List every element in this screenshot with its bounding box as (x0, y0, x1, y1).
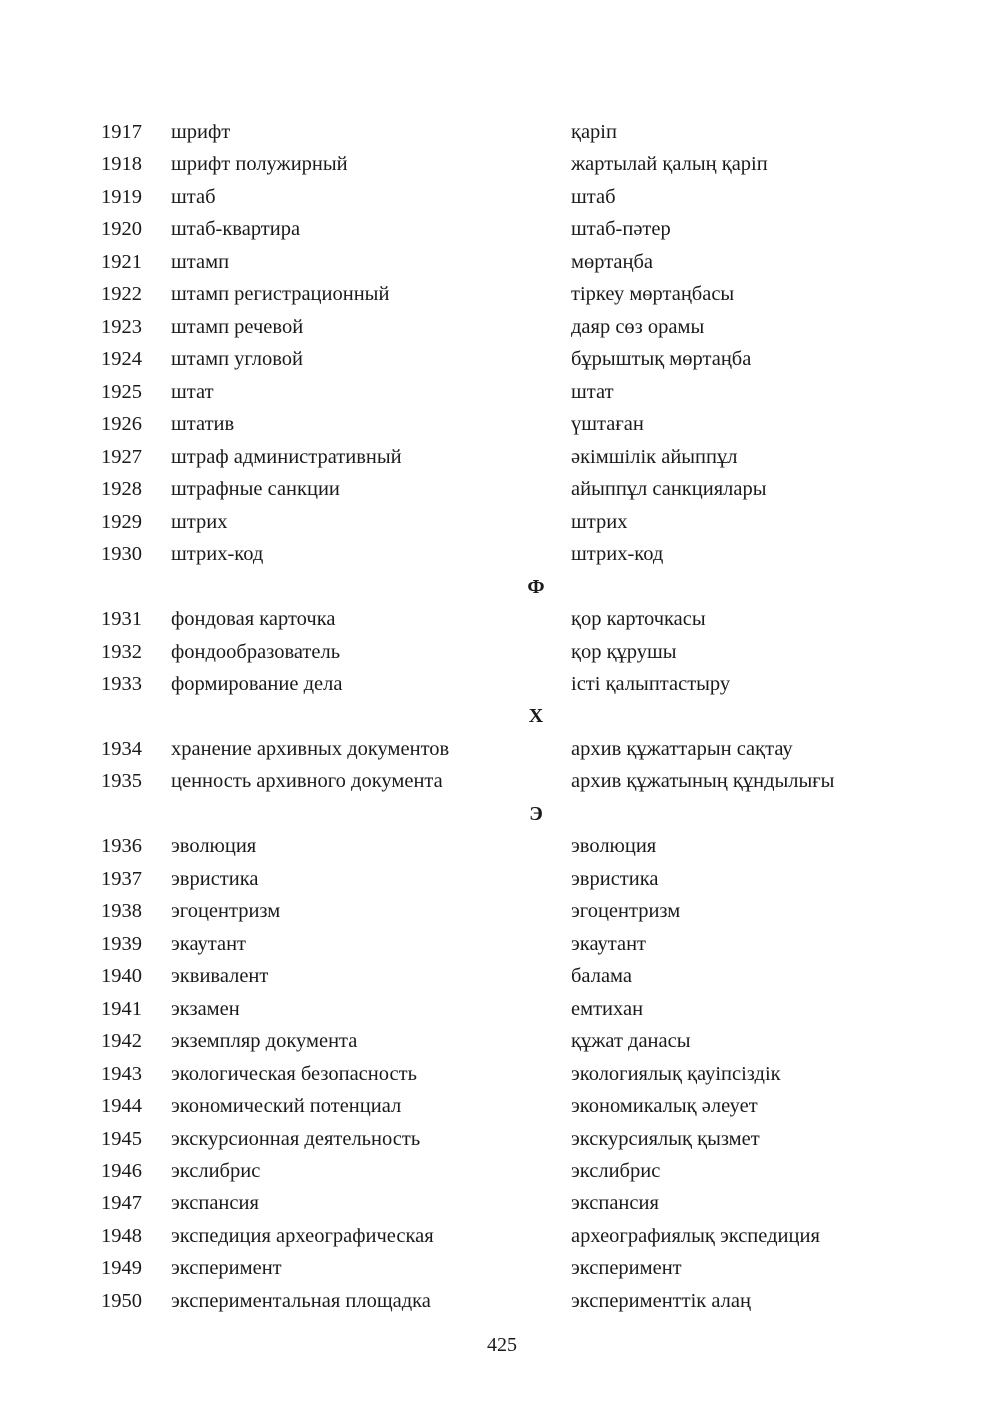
kazakh-term: экономикалық әлеует (571, 1095, 758, 1118)
glossary-entry (0, 603, 1004, 635)
glossary-entry (0, 733, 1004, 765)
glossary-entry (0, 213, 1004, 245)
russian-term: штраф административный (171, 445, 402, 468)
kazakh-term: мөртаңба (571, 250, 654, 273)
kazakh-term: экаутант (571, 932, 646, 955)
kazakh-term: жартылай қалың қаріп (571, 153, 768, 176)
entry-number: 1927 (101, 445, 142, 468)
entry-number: 1928 (101, 478, 142, 501)
kazakh-term: экологиялық қауіпсіздік (571, 1062, 781, 1085)
glossary-entry (0, 1220, 1004, 1252)
kazakh-term: экскурсиялық қызмет (571, 1127, 760, 1150)
russian-term: экологическая безопасность (171, 1062, 417, 1085)
entry-number: 1949 (101, 1257, 142, 1280)
russian-term: экземпляр документа (171, 1030, 358, 1053)
russian-term: штат (171, 380, 214, 403)
kazakh-term: штрих (571, 510, 628, 533)
glossary-entry (0, 928, 1004, 960)
glossary-entry (0, 181, 1004, 213)
russian-term: штрафные санкции (171, 478, 340, 501)
entry-number: 1941 (101, 997, 142, 1020)
glossary-entry (0, 830, 1004, 862)
section-letter: Х (528, 705, 544, 728)
kazakh-term: экспансия (571, 1192, 659, 1215)
entry-number: 1932 (101, 640, 142, 663)
russian-term: экслибрис (171, 1160, 261, 1182)
russian-term: штрих-код (171, 543, 264, 566)
russian-term: штамп угловой (171, 348, 304, 371)
entry-number: 1933 (101, 672, 142, 695)
glossary-entry (0, 1285, 1004, 1317)
glossary-entry (0, 1155, 1004, 1187)
glossary-entry (0, 506, 1004, 538)
entry-number: 1943 (101, 1062, 142, 1085)
russian-term: штрих (171, 510, 228, 533)
entry-number: 1930 (101, 543, 142, 566)
glossary-entry (0, 278, 1004, 310)
russian-term: экскурсионная деятельность (171, 1127, 421, 1150)
page-number: 425 (487, 1334, 517, 1356)
russian-term: экспедиция археографическая (171, 1224, 434, 1247)
glossary-entry (0, 116, 1004, 148)
russian-term: эгоцентризм (171, 900, 281, 923)
kazakh-term: археографиялық экспедиция (571, 1224, 820, 1247)
kazakh-term: эгоцентризм (571, 900, 681, 923)
russian-term: штаб (171, 185, 216, 208)
kazakh-term: қаріп (571, 121, 617, 143)
russian-term: эвристика (171, 867, 259, 890)
glossary-entry (0, 636, 1004, 668)
kazakh-term: үштаған (571, 413, 644, 436)
glossary-entry (0, 1090, 1004, 1122)
kazakh-term: бұрыштық мөртаңба (571, 348, 752, 371)
glossary-entry (0, 246, 1004, 278)
glossary-entry (0, 343, 1004, 375)
entry-number: 1935 (101, 770, 142, 793)
kazakh-term: қор құрушы (571, 640, 677, 663)
russian-term: хранение архивных документов (171, 737, 450, 760)
entry-number: 1937 (101, 867, 142, 890)
entry-number: 1920 (101, 218, 142, 241)
kazakh-term: штаб (571, 185, 616, 208)
russian-term: эксперимент (171, 1257, 282, 1280)
kazakh-term: тіркеу мөртаңбасы (571, 283, 735, 306)
section-letter-heading (0, 571, 1004, 603)
russian-term: экаутант (171, 932, 246, 955)
kazakh-term: емтихан (571, 997, 644, 1020)
kazakh-term: эксперимент (571, 1257, 682, 1280)
glossary-entry (0, 960, 1004, 992)
glossary-entry (0, 538, 1004, 570)
kazakh-term: штаб-пәтер (571, 218, 671, 241)
russian-term: экспериментальная площадка (171, 1289, 431, 1312)
section-letter: Ф (527, 575, 545, 598)
entry-number: 1925 (101, 380, 142, 403)
entry-number: 1944 (101, 1095, 142, 1118)
russian-term: экономический потенциал (171, 1095, 402, 1118)
glossary-entry (0, 311, 1004, 343)
entry-number: 1948 (101, 1224, 142, 1247)
glossary-entry (0, 148, 1004, 180)
russian-term: ценность архивного документа (171, 770, 443, 793)
kazakh-term: штрих-код (571, 543, 664, 566)
russian-term: штамп регистрационный (171, 283, 390, 306)
entry-number: 1926 (101, 413, 142, 436)
russian-term: эволюция (171, 835, 257, 858)
glossary-entry (0, 863, 1004, 895)
entry-number: 1936 (101, 835, 142, 858)
russian-term: экзамен (171, 997, 240, 1020)
russian-term: штатив (171, 413, 235, 436)
glossary-entry (0, 1058, 1004, 1090)
kazakh-term: экслибрис (571, 1160, 661, 1182)
kazakh-term: архив құжаттарын сақтау (571, 737, 793, 760)
russian-term: экспансия (171, 1192, 259, 1215)
russian-term: фондовая карточка (171, 608, 336, 631)
entry-number: 1921 (101, 250, 142, 273)
kazakh-term: айыппұл санкциялары (571, 478, 767, 501)
glossary-entry (0, 408, 1004, 440)
kazakh-term: балама (571, 965, 632, 988)
glossary-entry (0, 895, 1004, 927)
kazakh-term: істі қалыптастыру (571, 672, 731, 695)
entry-number: 1940 (101, 965, 142, 988)
russian-term: штамп речевой (171, 315, 304, 338)
section-letter-heading (0, 798, 1004, 830)
entry-number: 1929 (101, 510, 142, 533)
entry-number: 1919 (101, 185, 142, 208)
kazakh-term: эксперименттік алаң (571, 1289, 751, 1312)
glossary-entry (0, 765, 1004, 797)
glossary-entry (0, 473, 1004, 505)
kazakh-term: құжат данасы (571, 1030, 691, 1053)
kazakh-term: даяр сөз орамы (571, 315, 705, 338)
glossary-entry (0, 441, 1004, 473)
kazakh-term: штат (571, 380, 614, 403)
entry-number: 1934 (101, 737, 142, 760)
entry-number: 1947 (101, 1192, 142, 1215)
kazakh-term: қор карточкасы (571, 608, 706, 631)
russian-term: штаб-квартира (171, 218, 301, 241)
glossary-entry (0, 376, 1004, 408)
glossary-entry (0, 1123, 1004, 1155)
kazakh-term: эвристика (571, 867, 659, 890)
glossary-entry (0, 1025, 1004, 1057)
russian-term: штамп (171, 250, 230, 273)
russian-term: формирование дела (171, 672, 343, 695)
kazakh-term: эволюция (571, 835, 657, 858)
entry-number: 1950 (101, 1289, 142, 1312)
russian-term: шрифт (171, 121, 231, 143)
entry-number: 1918 (101, 153, 142, 176)
entry-number: 1931 (101, 608, 142, 631)
entry-number: 1946 (101, 1160, 142, 1182)
section-letter-heading (0, 700, 1004, 732)
entry-number: 1923 (101, 315, 142, 338)
section-letter: Э (529, 802, 543, 825)
kazakh-term: әкімшілік айыппұл (571, 445, 738, 468)
entry-number: 1942 (101, 1030, 142, 1053)
russian-term: шрифт полужирный (171, 153, 348, 176)
entry-number: 1945 (101, 1127, 142, 1150)
entry-number: 1917 (101, 121, 142, 143)
russian-term: эквивалент (171, 965, 269, 988)
kazakh-term: архив құжатының құндылығы (571, 770, 835, 793)
entry-number: 1939 (101, 932, 142, 955)
glossary-entry (0, 1187, 1004, 1219)
entry-number: 1938 (101, 900, 142, 923)
glossary-entry (0, 993, 1004, 1025)
glossary-entry (0, 1252, 1004, 1284)
glossary-table (0, 116, 1004, 1317)
glossary-entry (0, 668, 1004, 700)
entry-number: 1924 (101, 348, 142, 371)
russian-term: фондообразователь (171, 640, 341, 663)
entry-number: 1922 (101, 283, 142, 306)
